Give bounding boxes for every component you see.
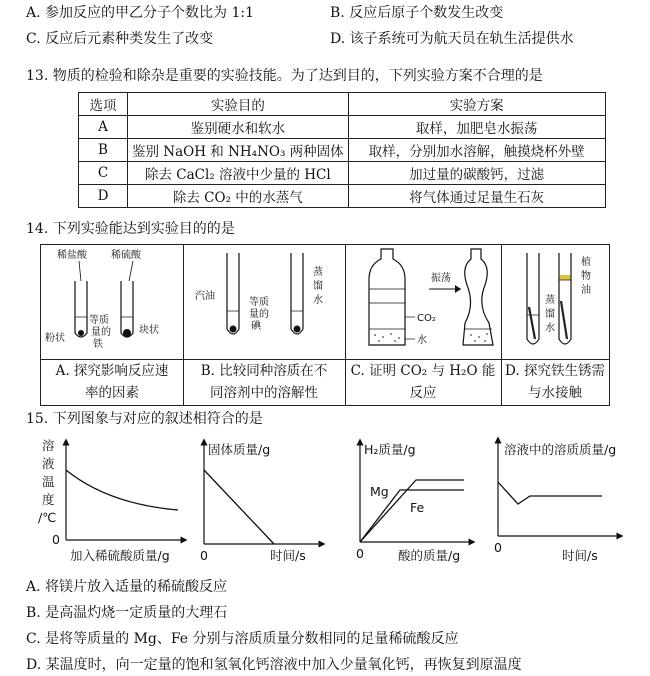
x-label: 时间/s [270,548,306,563]
label-iodine: 碘 [251,321,261,332]
origin-label: 0 [494,540,502,555]
graph-1 [38,436,188,566]
q12-option-a: A. 参加反应的甲乙分子个数比为 1:1 [26,5,254,21]
table-cell: 鉴别 NaOH 和 NH₄NO₃ 两种固体 [128,139,349,162]
label-sulfuric-acid: 稀硫酸 [111,250,141,261]
test-tube-icon [291,253,303,334]
x-label: 酸的质量/g [398,548,461,563]
table-cell: 取样，分别加水溶解，触摸烧杯外壁 [348,139,605,162]
q14-figure-table [40,244,610,406]
y-label: 固体质量/g [208,442,271,457]
q13-stem: 13. 物质的检验和除杂是重要的实验技能。为了达到目的，下列实验方案不合理的是 [26,68,543,84]
series-label-fe: Fe [410,500,425,515]
q15-option-c: C. 是将等质量的 Mg、Fe 分别与溶质质量分数相同的足量稀硫酸反应 [26,631,459,647]
iron-nail-icon [529,307,535,339]
iron-nail-icon [561,301,567,339]
series-label-mg: Mg [370,484,389,499]
figure-a [41,245,184,405]
curve [66,470,178,510]
graph-3 [352,436,476,566]
q15-stem: 15. 下列图象与对应的叙述相符合的是 [26,411,263,427]
q12-option-c: C. 反应后元素种类发生了改变 [26,31,214,47]
line [498,482,602,504]
test-tube-icon [75,281,87,337]
table-cell: A [79,116,128,139]
graph-4 [490,436,634,566]
caption-c-line1: C. 证明 CO₂ 与 H₂O 能 [350,363,496,379]
label-equal-mass-2: 量的 [249,309,269,320]
label-gasoline: 汽油 [195,291,215,302]
table-cell: 加过量的碳酸钙，过滤 [348,162,605,185]
table-row [79,185,606,208]
caption-d-line2: 与水接触 [528,385,582,401]
table-cell: 除去 CaCl₂ 溶液中少量的 HCl [128,162,349,185]
table-cell: 取样，加肥皂水振荡 [348,116,605,139]
y-label: 温 [42,474,55,489]
caption-a [41,359,183,406]
table-cell: 将气体通过足量生石灰 [348,185,605,208]
table-cell: B [79,139,128,162]
table-cell: D [79,185,128,208]
caption-a-line2: 率的因素 [85,385,139,401]
test-tube-icon [121,281,133,337]
q15-option-d: D. 某温度时，向一定量的饱和氢氧化钙溶液中加入少量氧化钙，再恢复到原温度 [26,657,522,673]
label-co2: CO₂ [417,313,436,324]
q12-option-b: B. 反应后原子个数发生改变 [330,5,504,21]
caption-b-line2: 同溶剂中的溶解性 [210,385,318,401]
q15-option-b: B. 是高温灼烧一定质量的大理石 [26,605,228,621]
label-water: 水 [417,335,427,346]
line [204,470,274,544]
test-tube-icon [227,253,239,334]
figure-d-drawing [501,245,609,359]
caption-c-line2: 反应 [409,385,437,401]
figure-b-drawing [183,245,345,359]
table-header: 实验方案 [348,93,605,116]
label-distilled: 蒸 [313,267,323,278]
figure-c-drawing [345,245,501,359]
y-label: 溶液中的溶质质量/g [504,442,617,457]
oil-layer-icon [560,275,571,280]
label-equal-mass-2: 量的 [91,327,111,338]
q14-stem: 14. 下列实验能达到实验目的的是 [26,221,235,237]
table-header-row [79,93,606,116]
y-label: /℃ [38,510,57,525]
x-label: 加入稀硫酸质量/g [70,548,170,563]
caption-d [501,359,609,406]
table-header: 选项 [79,93,128,116]
label-lump: 块状 [139,325,159,336]
plastic-bottle-icon [369,249,405,345]
label-iron: 铁 [93,339,103,350]
caption-b-line1: B. 比较同种溶质在不 [200,363,328,379]
table-row [79,139,606,162]
origin-label: 0 [52,532,60,547]
caption-d-line1: D. 探究铁生锈需 [505,363,605,379]
q15-option-a: A. 将镁片放入适量的稀硫酸反应 [26,579,228,595]
table-header: 实验目的 [128,93,349,116]
table-cell: 除去 CO₂ 中的水蒸气 [128,185,349,208]
caption-b [183,359,345,406]
x-label: 时间/s [562,548,598,563]
figure-b [183,245,346,405]
q12-option-d: D. 该子系统可为航天员在轨生活提供水 [330,31,574,47]
figure-a-drawing [41,245,183,359]
graph-2 [196,436,326,566]
caption-a-line1: A. 探究影响反应速 [55,363,169,379]
label-powder: 粉状 [45,333,65,344]
y-label: 度 [42,492,55,507]
table-row [79,162,606,185]
label-shake: 振荡 [431,273,451,284]
label-water: 水 [545,323,555,334]
label-distilled-2: 馏 [313,281,323,292]
figure-d [501,245,609,405]
deformed-bottle-icon [463,249,493,345]
label-distilled: 蒸 [545,295,555,306]
label-plant-oil-3: 油 [581,285,591,296]
label-water: 水 [313,295,323,306]
label-distilled-2: 馏 [545,309,555,320]
table-cell: C [79,162,128,185]
figure-c [345,245,502,405]
label-plant-oil-2: 物 [581,271,591,282]
y-label: 液 [42,456,55,471]
label-equal-mass: 等质 [249,297,269,308]
y-label: 溶 [42,438,55,453]
origin-label: 0 [356,546,364,561]
label-hydrochloric-acid: 稀盐酸 [57,250,87,261]
table-cell: 鉴别硬水和软水 [128,116,349,139]
y-label: H₂质量/g [364,442,416,457]
label-equal-mass: 等质 [89,315,109,326]
arrow-right-icon [455,285,461,293]
q13-table [78,92,606,208]
label-plant-oil: 植 [581,257,591,268]
origin-label: 0 [200,548,208,563]
table-row [79,116,606,139]
caption-c [345,359,501,406]
